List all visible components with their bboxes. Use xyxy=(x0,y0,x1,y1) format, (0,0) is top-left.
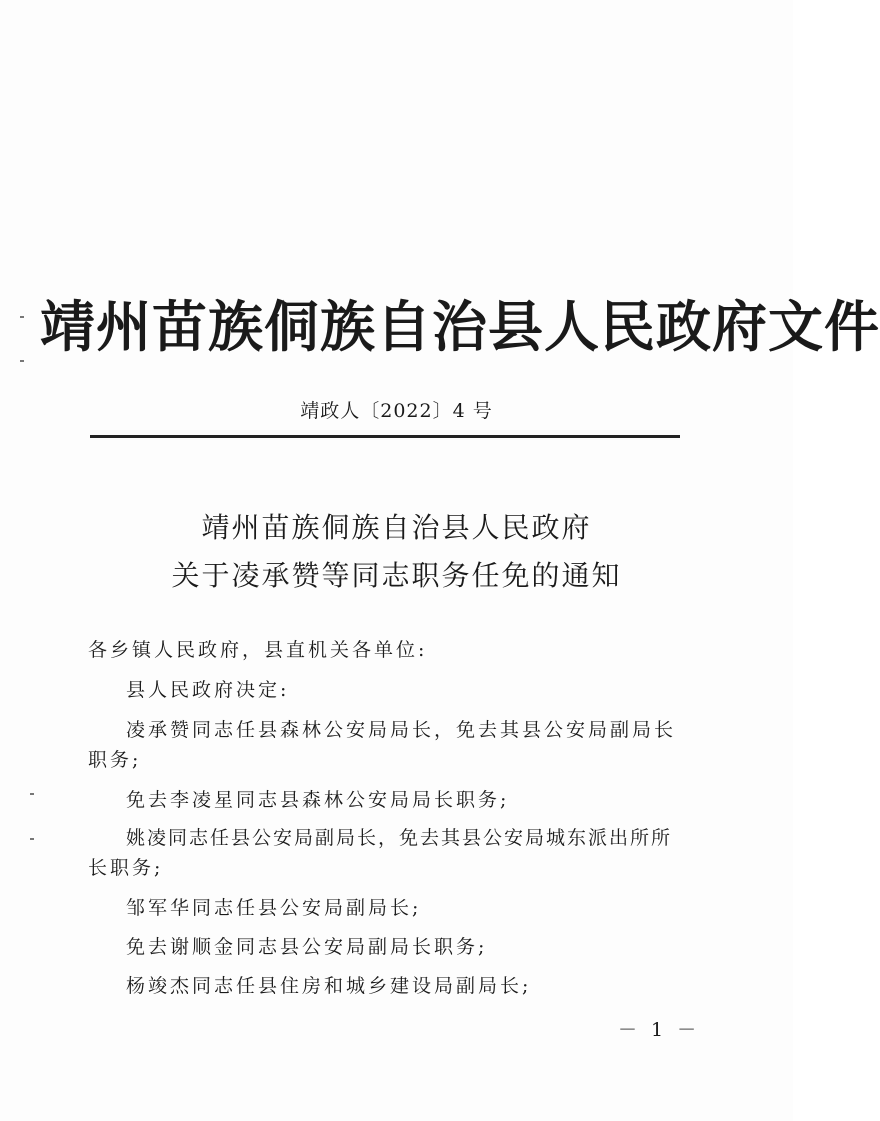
salutation-line: 各乡镇人民政府，县直机关各单位: xyxy=(88,639,428,661)
notice-title-line-1: 靖州苗族侗族自治县人民政府 xyxy=(201,511,592,544)
body-paragraph-line: 职务; xyxy=(88,749,142,771)
notice-title-line-2: 关于凌承赞等同志职务任免的通知 xyxy=(171,559,622,592)
binding-hole-mark xyxy=(20,316,24,318)
binding-hole-mark xyxy=(30,838,34,840)
body-paragraph-line: 邹军华同志任县公安局副局长; xyxy=(126,897,422,919)
body-paragraph-line: 县人民政府决定: xyxy=(126,679,290,701)
body-paragraph-line: 凌承赞同志任县森林公安局局长，免去其县公安局副局长 xyxy=(126,719,677,741)
binding-hole-mark xyxy=(20,360,24,362)
body-paragraph-line: 长职务; xyxy=(88,857,164,879)
body-paragraph-line: 免去谢顺金同志县公安局副局长职务; xyxy=(126,936,488,958)
document-header-title: 靖州苗族侗族自治县人民政府文件 xyxy=(40,295,880,359)
document-number: 靖政人〔2022〕4 号 xyxy=(300,400,493,422)
body-paragraph-line: 免去李凌星同志县森林公安局局长职务; xyxy=(126,789,510,811)
body-paragraph-line: 姚凌同志任县公安局副局长，免去其县公安局城东派出所所 xyxy=(126,827,673,849)
body-paragraph-line: 杨竣杰同志任县住房和城乡建设局副局长; xyxy=(126,975,532,997)
page-number: － 1 － xyxy=(618,1019,701,1041)
binding-hole-mark xyxy=(30,793,34,795)
header-separator-line xyxy=(90,435,680,438)
